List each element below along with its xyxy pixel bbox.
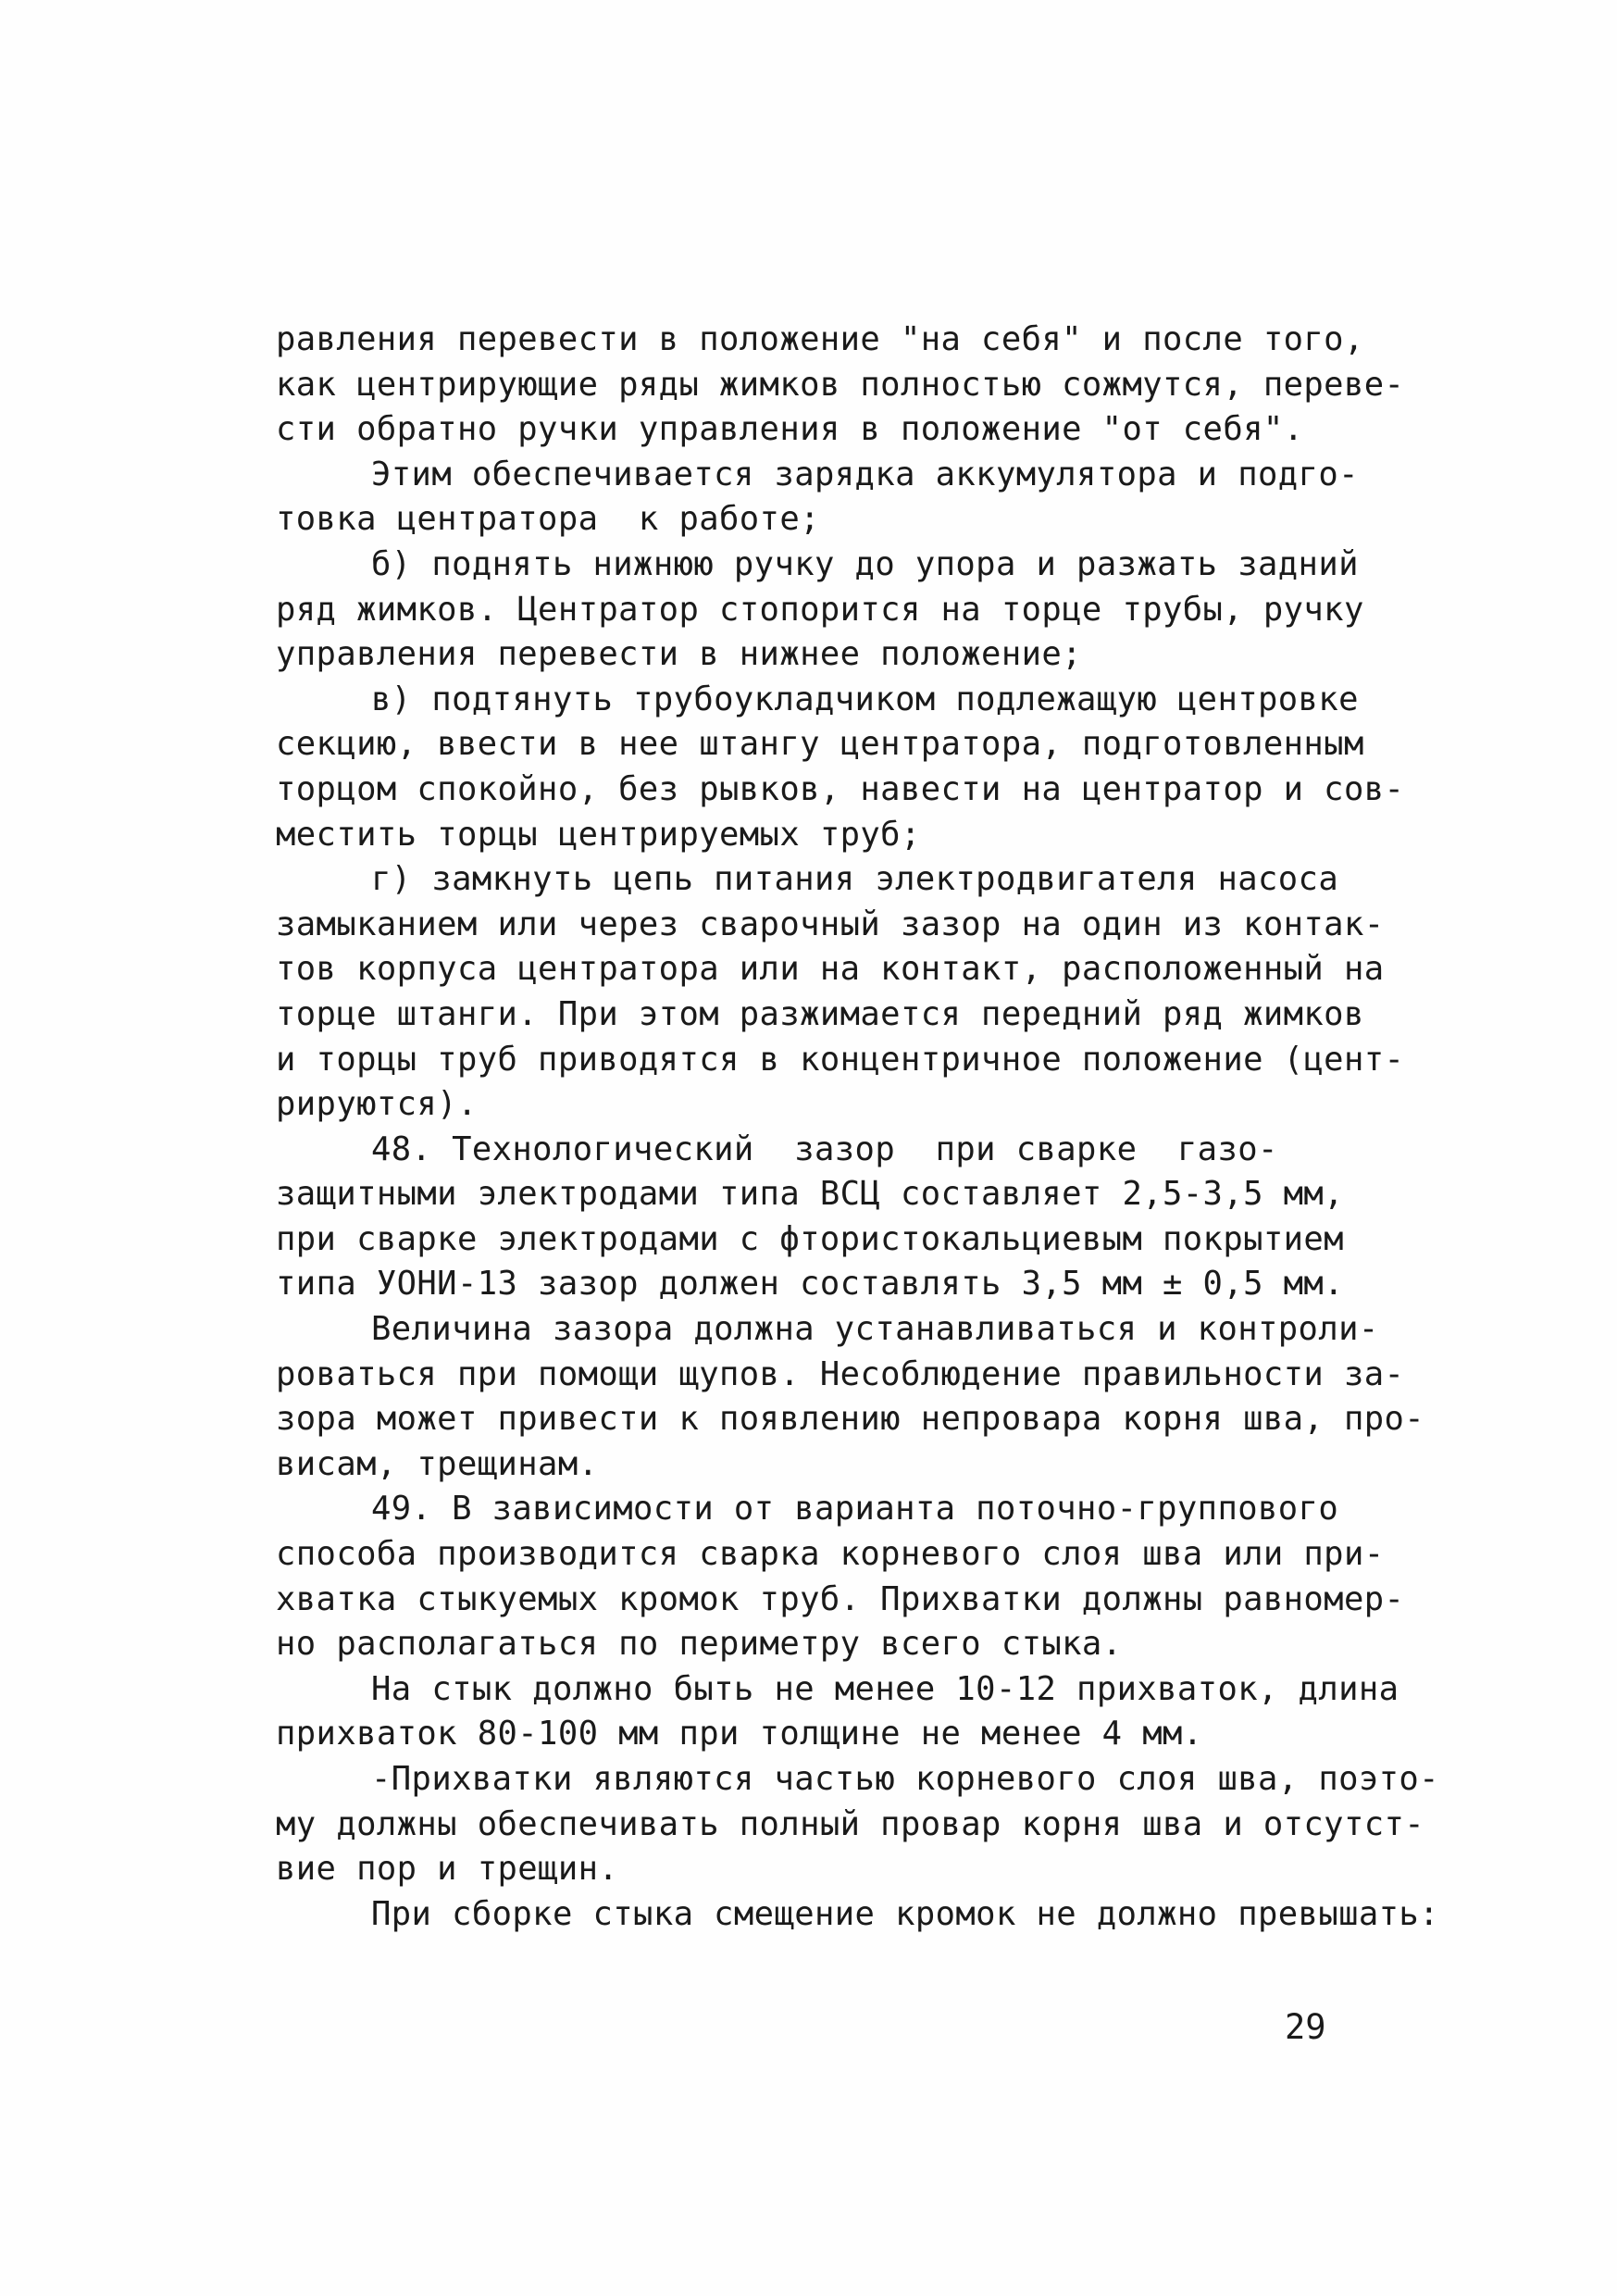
text-line: -Прихватки являются частью корневого слоя шва, поэто- xyxy=(371,1760,1439,1798)
text-line: прихваток 80-100 мм при толщине не менее 4 мм. xyxy=(276,1715,1203,1753)
text-line: но располагаться по периметру всего стыка. xyxy=(276,1625,1123,1664)
text-line: тов корпуса центратора или на контакт, расположенный на xyxy=(276,950,1385,989)
text-line: равления перевести в положение "на себя" и после того, xyxy=(276,320,1364,358)
text-line: способа производится сварка корневого слоя шва или при- xyxy=(276,1535,1385,1574)
text-line: При сборке стыка смещение кромок не должно превышать: xyxy=(371,1894,1439,1933)
text-line: б) поднять нижнюю ручку до упора и разжать задний xyxy=(371,544,1359,583)
text-line: вие пор и трещин. xyxy=(276,1850,619,1889)
page-number: 29 xyxy=(1285,2007,1326,2047)
text-line: Величина зазора должна устанавливаться и контроли- xyxy=(371,1310,1379,1349)
text-line: и торцы труб приводятся в концентричное положение (цент- xyxy=(276,1040,1405,1079)
text-line: висам, трещинам. xyxy=(276,1444,599,1483)
text-line: защитными электродами типа ВСЦ составляет 2,5-3,5 мм, xyxy=(276,1175,1344,1214)
text-line: управления перевести в нижнее положение; xyxy=(276,635,1082,674)
text-line: товка центратора к работе; xyxy=(276,500,820,539)
text-line: зора может привести к появлению непровара корня шва, про- xyxy=(276,1400,1425,1439)
text-line: На стык должно быть не менее 10-12 прихваток, длина xyxy=(371,1669,1399,1708)
text-line: секцию, ввести в нее штангу центратора, подготовленным xyxy=(276,725,1364,764)
text-line: торце штанги. При этом разжимается передний ряд жимков xyxy=(276,994,1364,1033)
text-line: как центрирующие ряды жимков полностью сожмутся, переве- xyxy=(276,365,1405,404)
text-line: местить торцы центрируемых труб; xyxy=(276,815,921,854)
text-line: 48. Технологический зазор при сварке газо- xyxy=(371,1129,1278,1168)
text-line: типа УОНИ-13 зазор должен составлять 3,5 мм ± 0,5 мм. xyxy=(276,1265,1344,1304)
text-line: в) подтянуть трубоукладчиком подлежащую центровке xyxy=(371,680,1359,718)
text-line: роваться при помощи щупов. Несоблюдение правильности за- xyxy=(276,1354,1405,1393)
text-line: 49. В зависимости от варианта поточно-группового xyxy=(371,1490,1339,1529)
text-line: ряд жимков. Центратор стопорится на торце трубы, ручку xyxy=(276,590,1364,629)
text-line: Этим обеспечивается зарядка аккумулятора и подго- xyxy=(371,455,1359,493)
text-line: замыканием или через сварочный зазор на один из контак- xyxy=(276,905,1385,943)
text-line: при сварке электродами с фтористокальциевым покрытием xyxy=(276,1219,1344,1258)
text-line: хватка стыкуемых кромок труб. Прихватки должны равномер- xyxy=(276,1579,1405,1618)
text-line: рируются). xyxy=(276,1085,478,1124)
text-line: му должны обеспечивать полный провар корня шва и отсутст- xyxy=(276,1804,1425,1843)
text-line: торцом спокойно, без рывков, навести на центратор и сов- xyxy=(276,769,1405,808)
text-line: г) замкнуть цепь питания электродвигателя насоса xyxy=(371,860,1339,899)
text-line: сти обратно ручки управления в положение "от себя". xyxy=(276,410,1304,449)
body-text xyxy=(276,318,1439,1937)
